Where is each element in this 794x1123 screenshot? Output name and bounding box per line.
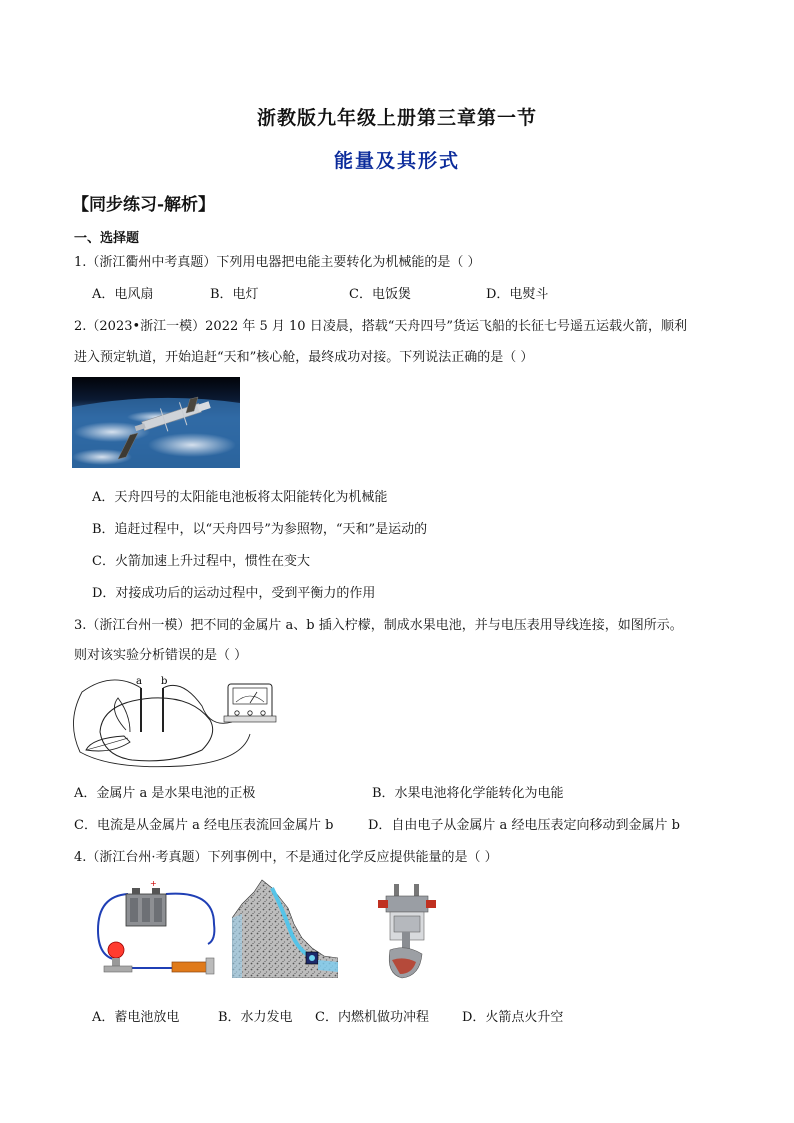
subsection-heading: 一、选择题 (74, 231, 140, 246)
q3-stem-line1: 3.（浙江台州一模）把不同的金属片 a、b 插入柠檬，制成水果电池，并与电压表用导线连接，如图所示。 (74, 618, 683, 633)
q4-option-a: A．蓄电池放电 (92, 1010, 180, 1025)
q3-option-a: A．金属片 a 是水果电池的正极 (74, 786, 256, 801)
page-subtitle: 能量及其形式 (333, 150, 460, 172)
q4-option-d: D．火箭点火升空 (462, 1010, 564, 1025)
q2-option-d: D．对接成功后的运动过程中，受到平衡力的作用 (92, 586, 376, 601)
q3-option-c: C．电流是从金属片 a 经电压表流回金属片 b (74, 818, 334, 833)
q1-option-a: A．电风扇 (92, 287, 154, 302)
q2-stem-line2: 进入预定轨道，开始追赶“天和”核心舱，最终成功对接。下列说法正确的是（ ） (74, 350, 534, 365)
q3-option-b: B．水果电池将化学能转化为电能 (372, 786, 564, 801)
battery-circuit-image (92, 880, 220, 978)
q4-option-c: C．内燃机做功冲程 (315, 1010, 429, 1025)
label-a: a (136, 676, 142, 687)
q3-stem-line2: 则对该实验分析错误的是（ ） (74, 648, 248, 663)
space-station-image (72, 377, 240, 468)
q2-option-a: A．天舟四号的太阳能电池板将太阳能转化为机械能 (92, 490, 388, 505)
q1-option-b: B．电灯 (210, 287, 259, 302)
svg-text:+: + (150, 880, 157, 888)
q4-stem: 4.（浙江台州·考真题）下列事例中，不是通过化学反应提供能量的是（ ） (74, 850, 498, 865)
hydro-power-image (232, 878, 338, 978)
q4-option-b: B．水力发电 (218, 1010, 293, 1025)
q3-option-d: D．自由电子从金属片 a 经电压表定向移动到金属片 b (368, 818, 680, 833)
q1-stem: 1.（浙江衢州中考真题）下列用电器把电能主要转化为机械能的是（ ） (74, 255, 481, 270)
q2-option-c: C．火箭加速上升过程中，惯性在变大 (92, 554, 310, 569)
label-b: b (161, 676, 168, 687)
q2-stem-line1: 2.（2023•浙江一模）2022 年 5 月 10 日凌晨，搭载“天舟四号”货运飞船的长征七号遥五运载火箭，顺利 (74, 319, 688, 334)
q1-option-d: D．电熨斗 (486, 287, 549, 302)
q2-option-b: B．追赶过程中，以“天舟四号”为参照物，“天和”是运动的 (92, 522, 428, 537)
q1-option-c: C．电饭煲 (349, 287, 411, 302)
lemon-battery-diagram (72, 672, 278, 768)
combustion-engine-image (372, 880, 442, 980)
page-title: 浙教版九年级上册第三章第一节 (256, 107, 537, 129)
section-heading: 【同步练习-解析】 (72, 195, 216, 215)
